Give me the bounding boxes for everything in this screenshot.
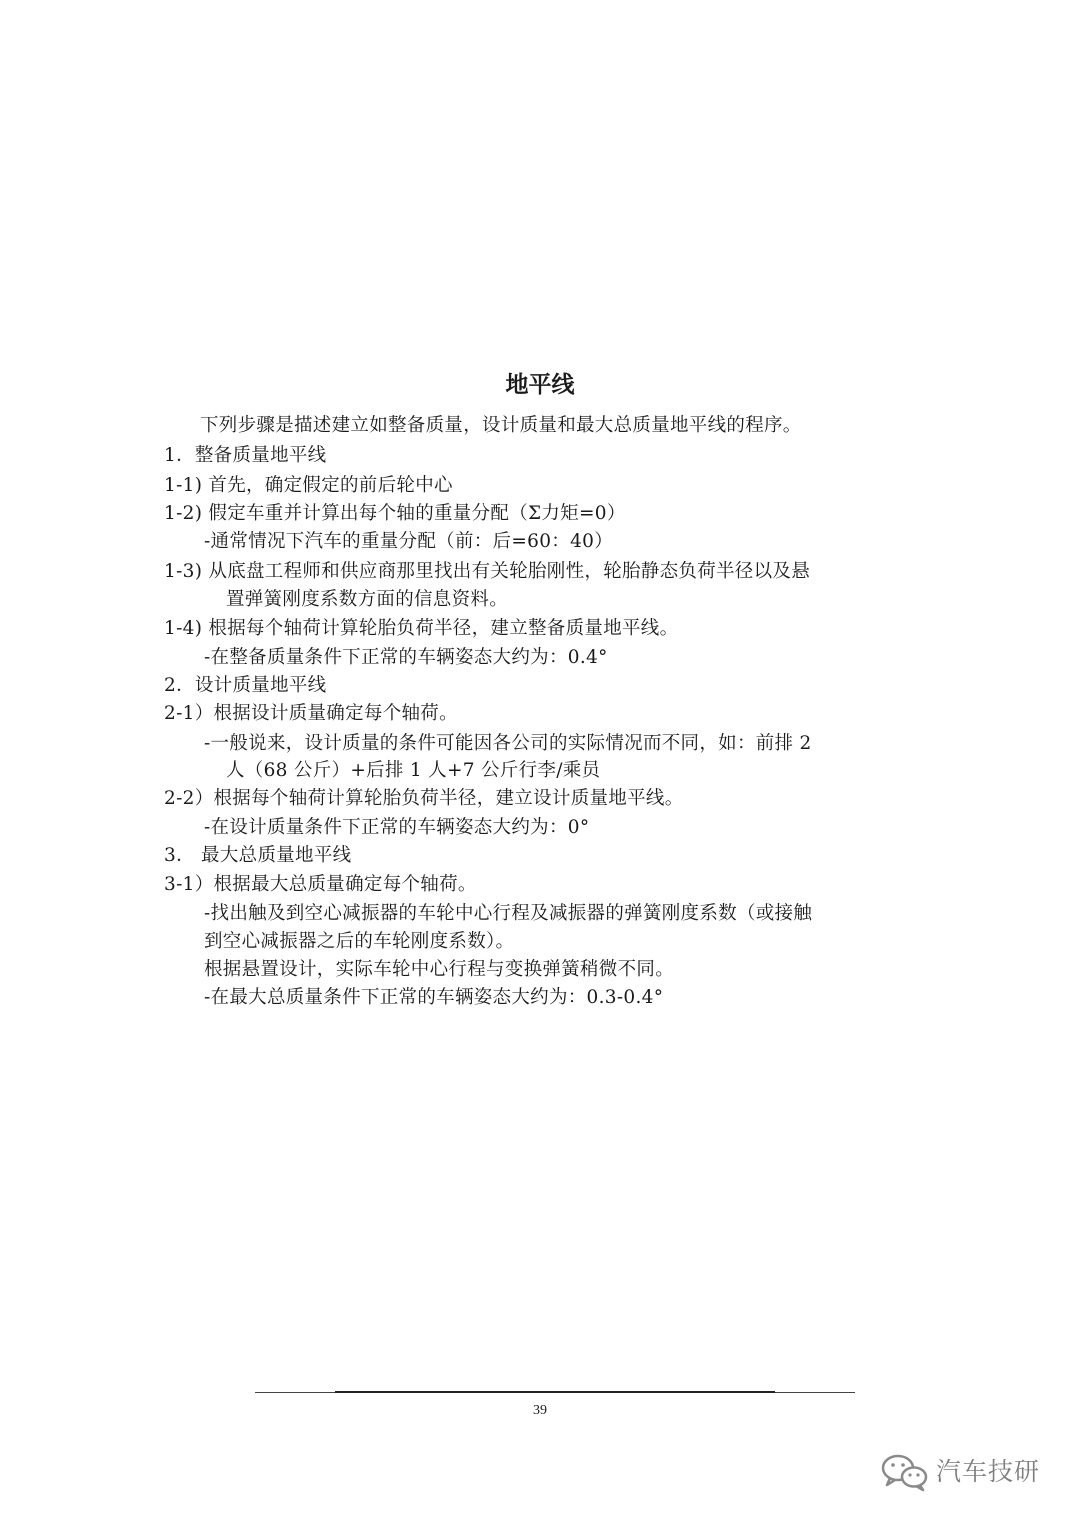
watermark-text: 汽车技研 [936,1457,1041,1486]
note-2-1: -一般说来，设计质量的条件可能因各公司的实际情况而不同，如：前排 2 [204,733,812,754]
note-3-1: -找出触及到空心减振器的车轮中心行程及减振器的弹簧刚度系数（或接触 [204,903,813,924]
footer-divider-thick [335,1391,775,1393]
note-3-1-attitude: -在最大总质量条件下正常的车辆姿态大约为：0.3-0.4° [204,987,664,1008]
section-heading-3: 3． 最大总质量地平线 [164,845,352,866]
note-1-4: -在整备质量条件下正常的车辆姿态大约为：0.4° [204,647,608,668]
step-3-1: 3-1）根据最大总质量确定每个轴荷。 [164,874,477,895]
step-1-3-continued: 置弹簧刚度系数方面的信息资料。 [226,589,509,610]
page-number: 39 [533,1403,547,1418]
wechat-icon [880,1452,930,1492]
note-3-1-suspension: 根据悬置设计，实际车轮中心行程与变换弹簧稍微不同。 [204,959,675,980]
step-2-2: 2-2）根据每个轴荷计算轮胎负荷半径，建立设计质量地平线。 [164,788,684,809]
note-2-1-continued: 人（68 公斤）+后排 1 人+7 公斤行李/乘员 [226,760,601,781]
intro-paragraph: 下列步骤是描述建立如整备质量，设计质量和最大总质量地平线的程序。 [200,415,802,436]
page-title: 地平线 [505,372,575,398]
section-heading-1: 1．整备质量地平线 [164,445,327,466]
note-1-2: -通常情况下汽车的重量分配（前：后=60：40） [204,531,614,552]
note-3-1-continued: 到空心减振器之后的车轮刚度系数）。 [204,931,515,952]
note-2-2: -在设计质量条件下正常的车辆姿态大约为：0° [204,817,590,838]
section-heading-2: 2．设计质量地平线 [164,675,327,696]
step-2-1: 2-1）根据设计质量确定每个轴荷。 [164,703,458,724]
step-1-1: 1-1) 首先，确定假定的前后轮中心 [164,475,453,496]
watermark [880,1452,1040,1492]
step-1-2: 1-2) 假定车重并计算出每个轴的重量分配（Σ力矩=0） [164,503,626,524]
step-1-4: 1-4) 根据每个轴荷计算轮胎负荷半径，建立整备质量地平线。 [164,618,679,639]
step-1-3: 1-3) 从底盘工程师和供应商那里找出有关轮胎刚性，轮胎静态负荷半径以及悬 [164,561,810,582]
